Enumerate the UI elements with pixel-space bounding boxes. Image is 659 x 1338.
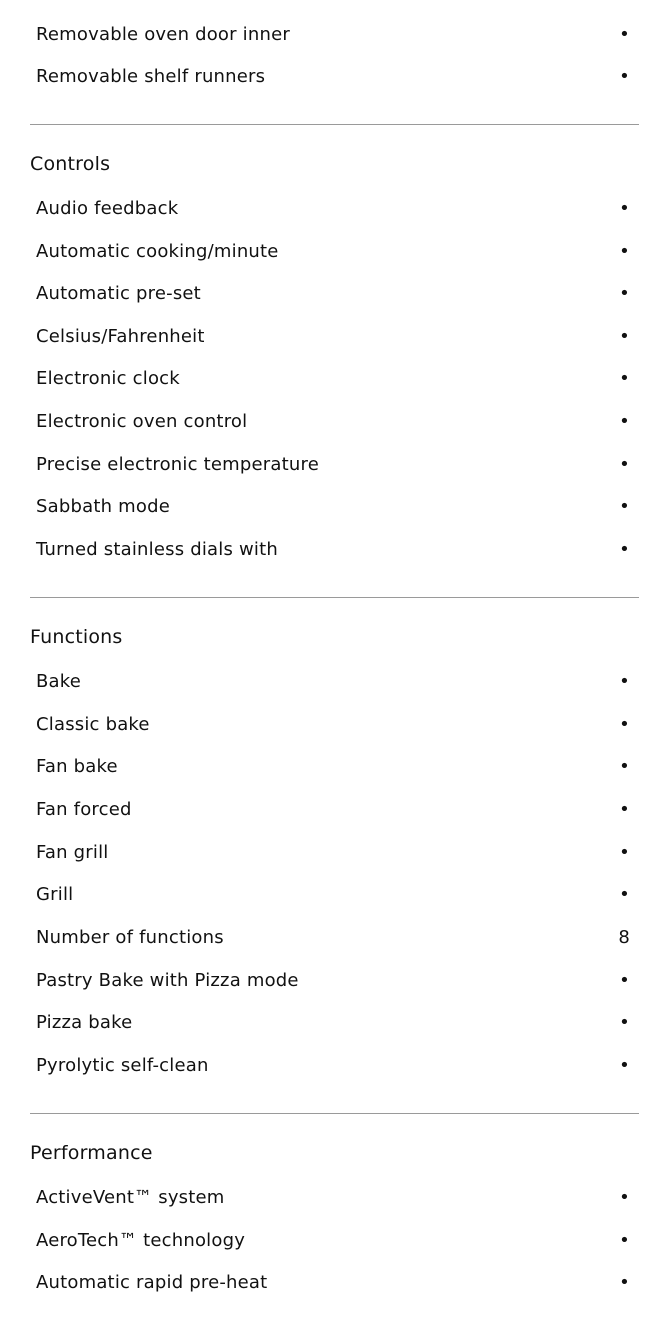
spec-row	[36, 236, 630, 266]
spec-label: Fan forced	[36, 798, 132, 820]
spec-row	[36, 837, 630, 867]
spec-row	[36, 534, 630, 564]
spec-value-bullet: •	[619, 1011, 630, 1033]
spec-value-bullet: •	[619, 1271, 630, 1293]
spec-label: Pizza bake	[36, 1011, 133, 1033]
spec-label: Removable shelf runners	[36, 65, 266, 87]
spec-row	[36, 193, 630, 223]
spec-value-bullet: •	[619, 841, 630, 863]
spec-value-bullet: •	[619, 495, 630, 517]
spec-row	[36, 879, 630, 909]
spec-value-bullet: •	[619, 23, 630, 45]
spec-value-bullet: •	[619, 670, 630, 692]
spec-value-bullet: •	[619, 240, 630, 262]
spec-row	[36, 751, 630, 781]
spec-value-bullet: •	[619, 883, 630, 905]
spec-row	[36, 406, 630, 436]
spec-row	[36, 278, 630, 308]
spec-label: Precise electronic temperature	[36, 453, 319, 475]
spec-label: Electronic oven control	[36, 410, 248, 432]
spec-value-bullet: •	[619, 282, 630, 304]
spec-value-bullet: •	[619, 755, 630, 777]
spec-label: Grill	[36, 883, 74, 905]
section-divider	[30, 597, 639, 598]
spec-value-bullet: •	[619, 713, 630, 735]
spec-value-bullet: •	[619, 410, 630, 432]
spec-row	[36, 1007, 630, 1037]
spec-value-bullet: •	[619, 1229, 630, 1251]
section-divider	[30, 1113, 639, 1114]
spec-value-bullet: •	[619, 1054, 630, 1076]
spec-label: AeroTech™ technology	[36, 1229, 246, 1251]
spec-label: Automatic rapid pre-heat	[36, 1271, 268, 1293]
spec-row	[36, 321, 630, 351]
section-divider	[30, 124, 639, 125]
section-title-controls: Controls	[30, 153, 111, 175]
spec-label: Automatic pre-set	[36, 282, 201, 304]
spec-value-bullet: •	[619, 798, 630, 820]
spec-value-bullet: •	[619, 453, 630, 475]
section-title-performance: Performance	[30, 1142, 153, 1164]
spec-row-removable-shelf-runners	[36, 61, 630, 91]
spec-label: Celsius/Fahrenheit	[36, 325, 205, 347]
spec-label: Number of functions	[36, 926, 224, 948]
section-title-functions: Functions	[30, 626, 123, 648]
spec-row	[36, 1225, 630, 1255]
spec-label: ActiveVent™ system	[36, 1186, 225, 1208]
spec-row-removable-oven-door-inner	[36, 19, 630, 49]
spec-row	[36, 666, 630, 696]
spec-label: Removable oven door inner	[36, 23, 290, 45]
spec-label: Electronic clock	[36, 367, 180, 389]
spec-value-bullet: •	[619, 197, 630, 219]
spec-row	[36, 491, 630, 521]
spec-value-bullet: •	[619, 65, 630, 87]
spec-value-count: 8	[618, 926, 630, 948]
spec-label: Classic bake	[36, 713, 150, 735]
spec-row	[36, 449, 630, 479]
spec-label: Audio feedback	[36, 197, 179, 219]
spec-label: Sabbath mode	[36, 495, 170, 517]
spec-value-bullet: •	[619, 538, 630, 560]
spec-label: Pastry Bake with Pizza mode	[36, 969, 299, 991]
spec-value-bullet: •	[619, 969, 630, 991]
spec-value-bullet: •	[619, 1186, 630, 1208]
spec-label: Turned stainless dials with	[36, 538, 278, 560]
spec-row	[36, 1050, 630, 1080]
spec-row	[36, 363, 630, 393]
spec-row	[36, 965, 630, 995]
spec-label: Fan grill	[36, 841, 109, 863]
spec-row	[36, 1182, 630, 1212]
spec-row-number-of-functions	[36, 922, 630, 952]
spec-label: Bake	[36, 670, 82, 692]
spec-row	[36, 709, 630, 739]
spec-label: Fan bake	[36, 755, 118, 777]
spec-value-bullet: •	[619, 367, 630, 389]
spec-row	[36, 1267, 630, 1297]
spec-value-bullet: •	[619, 325, 630, 347]
spec-label: Pyrolytic self-clean	[36, 1054, 209, 1076]
spec-row	[36, 794, 630, 824]
spec-label: Automatic cooking/minute	[36, 240, 279, 262]
